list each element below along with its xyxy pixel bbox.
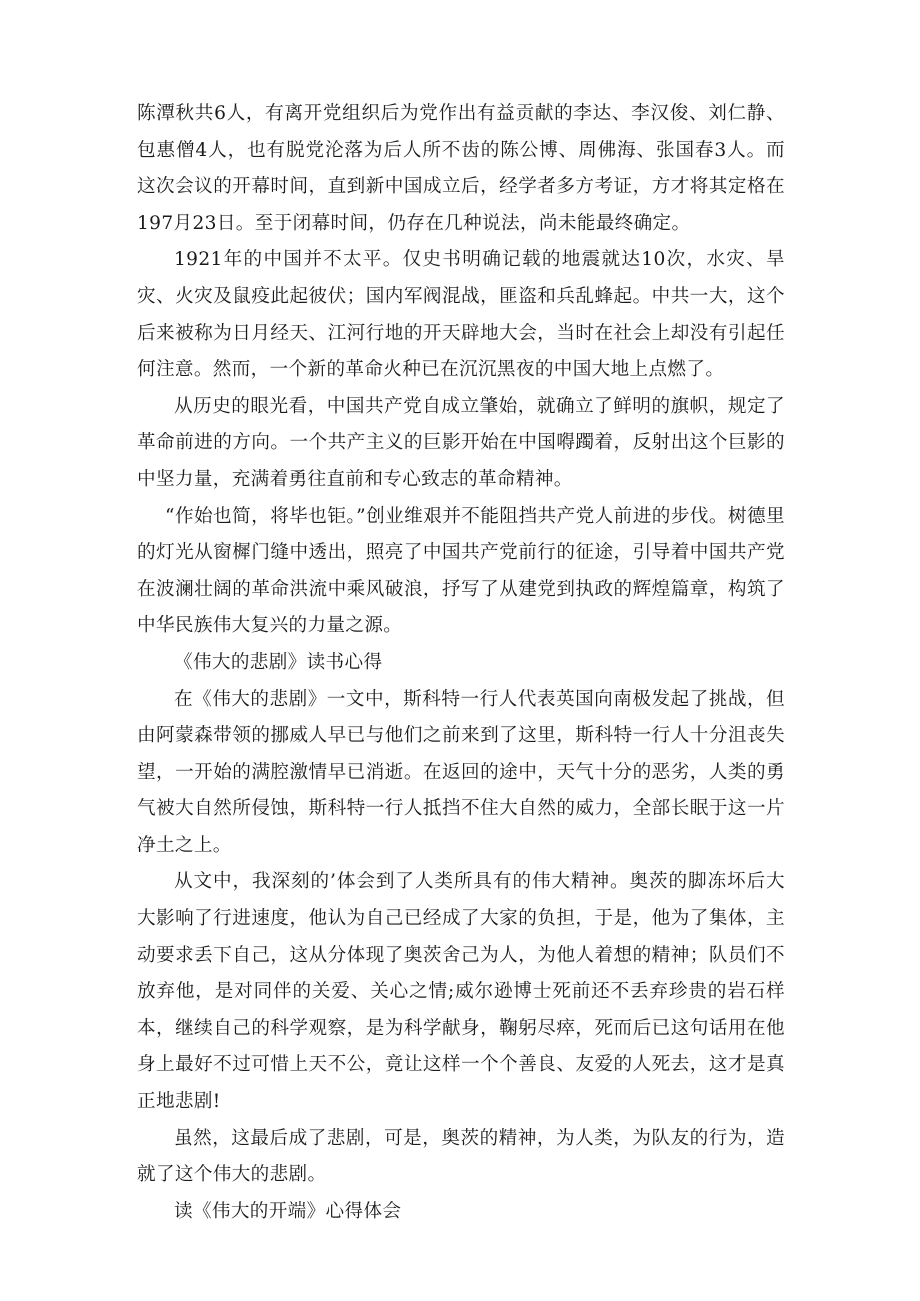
paragraph-4: “作始也简，将毕也钜。”创业维艰并不能阻挡共产党人前进的步伐。树德里的灯光从窗樨门缝中透出，照亮了中国共产党前行的征途，引导着中国共产党在波澜壮阔的革命洪流中乘风破浪，抒写了从建党到执政的辉煌篇章，构筑了中华民族伟大复兴的力量之源。 bbox=[137, 505, 785, 637]
paragraph-6: 在《伟大的悲剧》一文中，斯科特一行人代表英国向南极发起了挑战，但由阿蒙森带领的挪威人早已与他们之前来到了这里，斯科特一行人十分沮丧失望，一开始的满腔激情早已消逝。在返回的途中，天气十分的恶劣，人类的勇气被大自然所侵蚀，斯科特一行人抵挡不住大自然的威力，全部长眠于这一片净土之上。 bbox=[137, 688, 785, 856]
document-body bbox=[137, 96, 785, 1230]
section-title-great-tragedy: 《伟大的悲剧》读书心得 bbox=[174, 651, 383, 673]
section-title-great-beginning: 读《伟大的开端》心得体会 bbox=[174, 1200, 402, 1222]
paragraph-8: 虽然，这最后成了悲剧，可是，奥茨的精神，为人类，为队友的行为，造就了这个伟大的悲剧。 bbox=[137, 1127, 785, 1186]
paragraph-7: 从文中，我深刻的’体会到了人类所具有的伟大精神。奥茨的脚冻坏后大大影响了行进速度，他认为自己已经成了大家的负担，于是，他为了集体，主动要求丢下自己，这从分体现了奥茨舍己为人，为他人着想的精神；队员们不放弃他，是对同伴的关爱、关心之情;威尔逊博士死前还不丢弃珍贵的岩石样本，继续自己的科学观察，是为科学献身，鞠躬尽瘁，死而后已这句话用在他身上最好不过可惜上天不公，竟让这样一个个善良、友爱的人死去，这才是真正地悲剧! bbox=[137, 871, 785, 1113]
paragraph-3: 从历史的眼光看，中国共产党自成立肇始，就确立了鲜明的旗帜，规定了革命前进的方向。一个共产主义的巨影开始在中国嘚躅着，反射出这个巨影的中坚力量，充满着勇往直前和专心致志的革命精神。 bbox=[137, 395, 785, 490]
paragraph-2: 1921年的中国并不太平。仅史书明确记载的地震就达10次，水灾、旱灾、火灾及鼠疫此起彼伏；国内军阀混战，匪盗和兵乱蜂起。中共一大，这个后来被称为日月经天、江河行地的开天辟地大会，当时在社会上却没有引起任何注意。然而，一个新的革命火种已在沉沉黑夜的中国大地上点燃了。 bbox=[137, 249, 785, 381]
paragraph-1: 陈潭秋共6人，有离开党组织后为党作出有益贡献的李达、李汉俊、刘仁静、包惠僧4人，也有脱党沦落为后人所不齿的陈公博、周佛海、张国春3人。而这次会议的开幕时间，直到新中国成立后，经学者多方考证，方才将其定格在197月23日。至于闭幕时间，仍存在几种说法，尚未能最终确定。 bbox=[137, 103, 785, 234]
